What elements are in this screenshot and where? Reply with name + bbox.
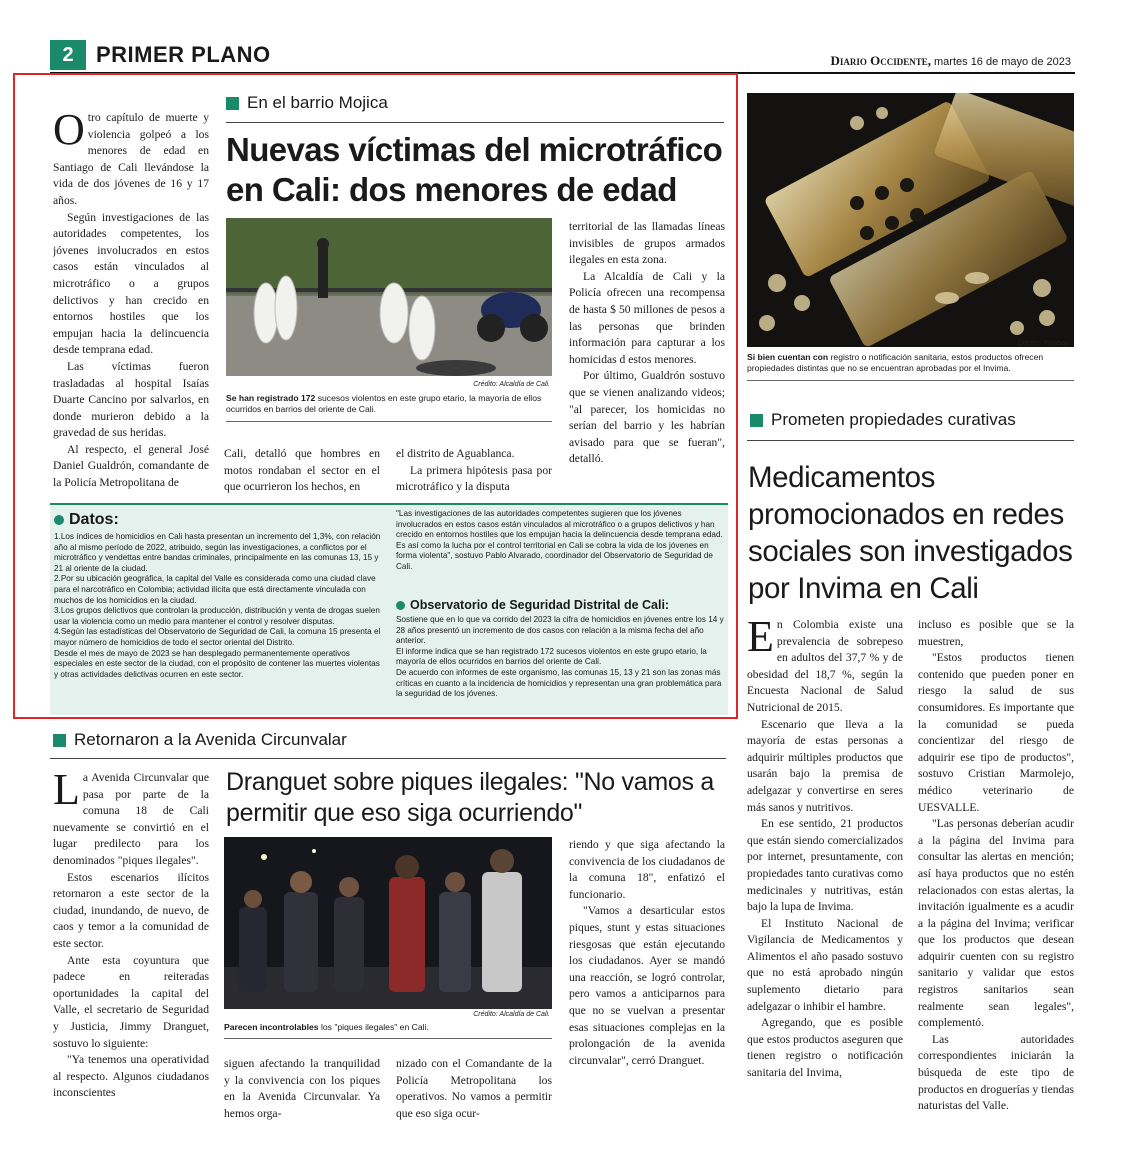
- piques-caption-rule: [224, 1038, 552, 1039]
- obs-item-3: De acuerdo con informes de este organismo, las comunas 15, 13 y 21 son las zonas más críticas en cuanto a la incidencia de homicidios y representan una gran problemática para la seguridad de los jóvenes.: [396, 667, 722, 699]
- main-col2: [224, 446, 380, 498]
- invima-dropcap: E: [747, 617, 774, 661]
- main-kicker-text: En el barrio Mojica: [247, 93, 388, 112]
- obs-item-2: El informe indica que se han registrado 172 sucesos violentos en este grupo etario, la mayoría de ellos ocurridos en barrios del oriente de Cali.: [396, 646, 707, 667]
- obs-body: [396, 615, 724, 700]
- paper-name: Diario Occidente,: [830, 53, 931, 68]
- invima-col2-p3: "Las personas deberían acudir a la página del Invima para consultar las alertas en mención; así haya productos que no estén relacionados con estas alertas, la invitación igualmente es a acudir a la página del Invima; verificar que los productos que desean adquirir cuenten con su registro sanitario y validar que estos registros sanitarios sean realmente sean legales", complementó.: [918, 817, 1074, 1030]
- main-col1: [53, 110, 209, 500]
- piques-photo-caption: [224, 1022, 552, 1033]
- forensics-scene-image: [226, 218, 552, 376]
- header-meta: [830, 53, 1071, 69]
- datos-title: [54, 511, 119, 529]
- pills-caption-text: registro o notificación sanitaria, estos productos ofrecen propiedades distintas que no se encuentran aprobadas por el Invima.: [747, 352, 1044, 373]
- main-photo-credit: Crédito: Alcaldía de Cali.: [473, 381, 550, 388]
- invima-col1: [747, 617, 903, 1127]
- datos-item-4: 4.Según las estadísticas del Observatorio de Seguridad de Cali, la comuna 15 presenta el mayor número de homicidios de todo el sector oriental del Distrito.: [54, 627, 381, 647]
- main-kicker-rule: [226, 122, 724, 123]
- main-headline-line2: en Cali: dos menores de edad: [226, 171, 677, 208]
- invima-col1-p5: Agregando, que es posible que estos productos aseguren que tienen registro o notificación sanitaria del Invima,: [747, 1016, 903, 1080]
- pills-image: [747, 93, 1074, 347]
- datos-item-2: 2.Por su ubicación geográfica, la capital del Valle es considerada como una ciudad clave para el narcotráfico en Colombia; actividad ilícita que está directamente vinculada con muchos de los homicidios en la ciudad.: [54, 574, 376, 605]
- main-col3: [396, 446, 552, 498]
- invima-col2-p4: Las autoridades correspondientes iniciarán la búsqueda de este tipo de productos en droguerías y tiendas naturistas del Valle.: [918, 1032, 1074, 1113]
- invima-col1-p1: En Colombia existe una prevalencia de sobrepeso en adultos del 37,7 % y de obesidad del 18,7 %, según la Encuesta Nacional de Salud Nutricional de 2015.: [747, 617, 903, 714]
- main-col2-p1: Cali, detalló que hombres en motos rondaban el sector en el que ocurrieron los hechos, en: [224, 447, 380, 494]
- pills-caption-bold: Si bien cuentan con: [747, 352, 829, 362]
- piques-kicker-text: Retornaron a la Avenida Circunvalar: [74, 730, 347, 749]
- main-col4-p2: La Alcaldía de Cali y la Policía ofrecen una recompensa de hasta $ 50 millones de pesos a las personas que brinden información para capturar a los homicidas d estos menores.: [569, 269, 725, 366]
- piques-col1: [53, 770, 209, 1130]
- invima-col2-p2: "Estos productos tienen contenido que pueden poner en riesgo la salud de sus consumidores. Es importante que la comunidad se pueda concientizar del riesgo de adquirir ese tipo de productos", sostuvo Cristian Marmolejo, médico veterinario de UESVALLE.: [918, 651, 1074, 814]
- main-col3-p1: el distrito de Aguablanca.: [396, 447, 515, 460]
- pills-photo-credit: Crédito: Pixabay.: [1017, 340, 1070, 347]
- piques-photo-credit: Crédito: Alcaldía de Cali.: [473, 1011, 550, 1018]
- datos-item-5: Desde el mes de mayo de 2023 se han desplegado permanentemente operativos especiales en este sector de la ciudad, con el propósito de contener las muertes violentas y otras actividades delictivas ocurren en este sector.: [54, 648, 380, 679]
- obs-title-text: Observatorio de Seguridad Distrital de Cali:: [410, 598, 670, 612]
- datos-item-1: 1.Los índices de homicidios en Cali hasta presentan un incremento del 1,3%, con relación año al mismo período de 2022, atribuido, según las investigaciones, a conflictos por el microtráfico y vendettas entre bandas criminales, principalmente en las comunas 13, 15 y 21 al oriente de la ciudad.: [54, 532, 381, 573]
- piques-kicker: [53, 730, 347, 750]
- piques-col2-p1: siguen afectando la tranquilidad y la convivencia con los piques en la Avenida Circunvalar. Ya hemos orga-: [224, 1057, 380, 1120]
- obs-item-1: Sostiene que en lo que va corrido del 2023 la cifra de homicidios en jóvenes entre los 14 y 28 años presentó un incremento de dos casos con relación a la misma fecha del año anterior.: [396, 615, 724, 646]
- piques-kicker-rule: [50, 758, 726, 759]
- main-caption-rule: [226, 421, 552, 422]
- piques-col1-p4: "Ya tenemos una operatividad al respecto. Algunos ciudadanos inconscientes: [53, 1053, 209, 1100]
- piques-col3: [396, 1056, 552, 1128]
- invima-col1-p4: El Instituto Nacional de Vigilancia de Medicamentos y Alimentos el año pasado sostuvo que no está aprobado ningún suplemento dietario para adelgazar o inhibir el hambre.: [747, 916, 903, 1013]
- page-number: 2: [50, 40, 86, 70]
- piques-col4: [569, 837, 725, 1127]
- main-dropcap: O: [53, 110, 85, 154]
- obs-title: [396, 598, 669, 612]
- piques-col4-p1: riendo y que siga afectando la convivencia de los ciudadanos de la comuna 18", enfatizó el funcionario.: [569, 838, 725, 901]
- piques-caption-text: los "piques ilegales" en Cali.: [318, 1022, 429, 1032]
- main-caption-bold: Se han registrado 172: [226, 393, 316, 403]
- piques-caption-bold: Parecen incontrolables: [224, 1022, 319, 1032]
- main-col4-p1: territorial de las llamadas líneas invisibles de grupos armados ilegales en esta zona.: [569, 220, 725, 267]
- main-headline: [226, 130, 726, 210]
- kicker-square-icon: [53, 734, 66, 747]
- invima-kicker: [750, 410, 1016, 430]
- pills-photo: [747, 93, 1074, 347]
- main-col1-p3: Las víctimas fueron trasladadas al hospital Isaías Duarte Cancino por salvarlos, en donde murieron debido a la gravedad de sus heridas.: [53, 359, 209, 440]
- main-col3-p2: La primera hipótesis pasa por microtráfico y la disputa: [396, 463, 552, 494]
- invima-col1-p3: En ese sentido, 21 productos que están siendo comercializados por internet, presuntamente, con propiedades tanto curativas como medicinales y nutritivas, están bajo la lupa de Invima.: [747, 817, 903, 914]
- invima-col2-p1: incluso es posible que se la muestren,: [918, 618, 1074, 648]
- main-kicker: [226, 93, 388, 113]
- main-col1-p2: Según investigaciones de las autoridades competentes, los jóvenes involucrados en estos casos están vinculados al microtráfico o a grupos delictivos y han crecido en entornos hostiles que los empujan hacia la delincuencia desde temprana edad.: [53, 210, 209, 357]
- section-title: PRIMER PLANO: [96, 42, 271, 67]
- datos-title-text: Datos:: [69, 511, 119, 528]
- datos-left-col: [54, 532, 382, 680]
- kicker-square-icon: [750, 414, 763, 427]
- main-photo: [226, 218, 552, 376]
- main-col4: [569, 219, 725, 499]
- piques-col2: [224, 1056, 380, 1128]
- invima-kicker-rule: [747, 440, 1074, 441]
- kicker-square-icon: [226, 97, 239, 110]
- police-operation-image: [224, 837, 552, 1009]
- main-col4-p3: Por último, Gualdrón sostuvo que se vienen analizando videos; "al parecer, los homicidas no serían del barrio y les habrían avisado para que se fueran", detalló.: [569, 369, 725, 466]
- datos-box: [50, 503, 728, 715]
- invima-col2: [918, 617, 1074, 1127]
- main-col1-p4: Al respecto, el general José Daniel Gualdrón, comandante de la Policía Metropolitana de: [53, 442, 209, 490]
- pills-caption: [747, 352, 1074, 374]
- datos-item-3: 3.Los grupos delictivos que controlan la producción, distribución y venta de drogas suelen usar la violencia como un medio para mantener el control y resolver disputas.: [54, 606, 380, 626]
- piques-col1-p2: Estos escenarios ilícitos retornaron a este sector de la ciudad, inundando, de nuevo, de caos y temor a la comunidad de este sector.: [53, 870, 209, 950]
- main-headline-line1: Nuevas víctimas del microtráfico: [226, 131, 723, 168]
- main-photo-caption: [226, 393, 552, 415]
- piques-col1-p1: La Avenida Circunvalar que pasa por parte de la comuna 18 de Cali nuevamente se convirtió en el lugar predilecto para los denominados "piques ilegales".: [53, 770, 209, 867]
- pills-caption-rule: [747, 380, 1074, 381]
- piques-col3-p1: nizado con el Comandante de la Policía Metropolitana los operativos. No vamos a permitir que eso siga ocur-: [396, 1057, 552, 1120]
- datos-bullet-icon: [54, 515, 64, 525]
- issue-date: martes 16 de mayo de 2023: [934, 56, 1071, 68]
- obs-bullet-icon: [396, 601, 405, 610]
- piques-photo: [224, 837, 552, 1009]
- piques-col4-p2: "Vamos a desarticular estos piques, stunt y estas situaciones riesgosas que están ejecutando los ciudadanos. Ayer se mandó una reacción, se logró controlar, pero vamos a anticiparnos para que no se vuelvan a presentar esas situaciones complejas en la prolongación de la avenida circunvalar", cerró Dranguet.: [569, 904, 725, 1067]
- invima-headline: Medicamentos promocionados en redes sociales son investigados por Invima en Cali: [748, 461, 1073, 605]
- invima-kicker-text: Prometen propiedades curativas: [771, 410, 1016, 429]
- main-col1-p1: Otro capítulo de muerte y violencia golpeó a los menores de edad en Santiago de Cali llevándose la vida de dos jóvenes de 16 y 17 años.: [53, 110, 209, 207]
- piques-headline: Dranguet sobre piques ilegales: "No vamos a permitir que eso siga ocurriendo": [226, 768, 714, 827]
- piques-dropcap: L: [53, 770, 80, 814]
- page-header: [50, 40, 1075, 74]
- main-caption-text: sucesos violentos en este grupo etario, la mayoría de ellos ocurridos en barrios del oriente de Cali.: [226, 393, 542, 414]
- invima-col1-p2: Escenario que lleva a la mayoría de estas personas a adquirir múltiples productos que usarán bajo la premisa de adelgazar y convertirse en seres más sanos y nutritivos.: [747, 717, 903, 814]
- piques-col1-p3: Ante esta coyuntura que padece en reiteradas oportunidades la capital del Valle, el secretario de Seguridad y Justicia, Jimmy Dranguet, sostuvo lo siguiente:: [53, 953, 209, 1050]
- datos-quote: "Las investigaciones de las autoridades competentes sugieren que los jóvenes involucrados en estos casos están vinculados al microtráfico o a grupos delictivos y han crecido en entornos hostiles que los empujan hacia la delincuencia desde temprana edad. Es así como la lucha por el control territorial en Cali se cobra la vida de los jóvenes en forma violenta", sostuvo Pablo Alvarado, coordinador del Observatorio de Seguridad de Cali.: [396, 509, 723, 571]
